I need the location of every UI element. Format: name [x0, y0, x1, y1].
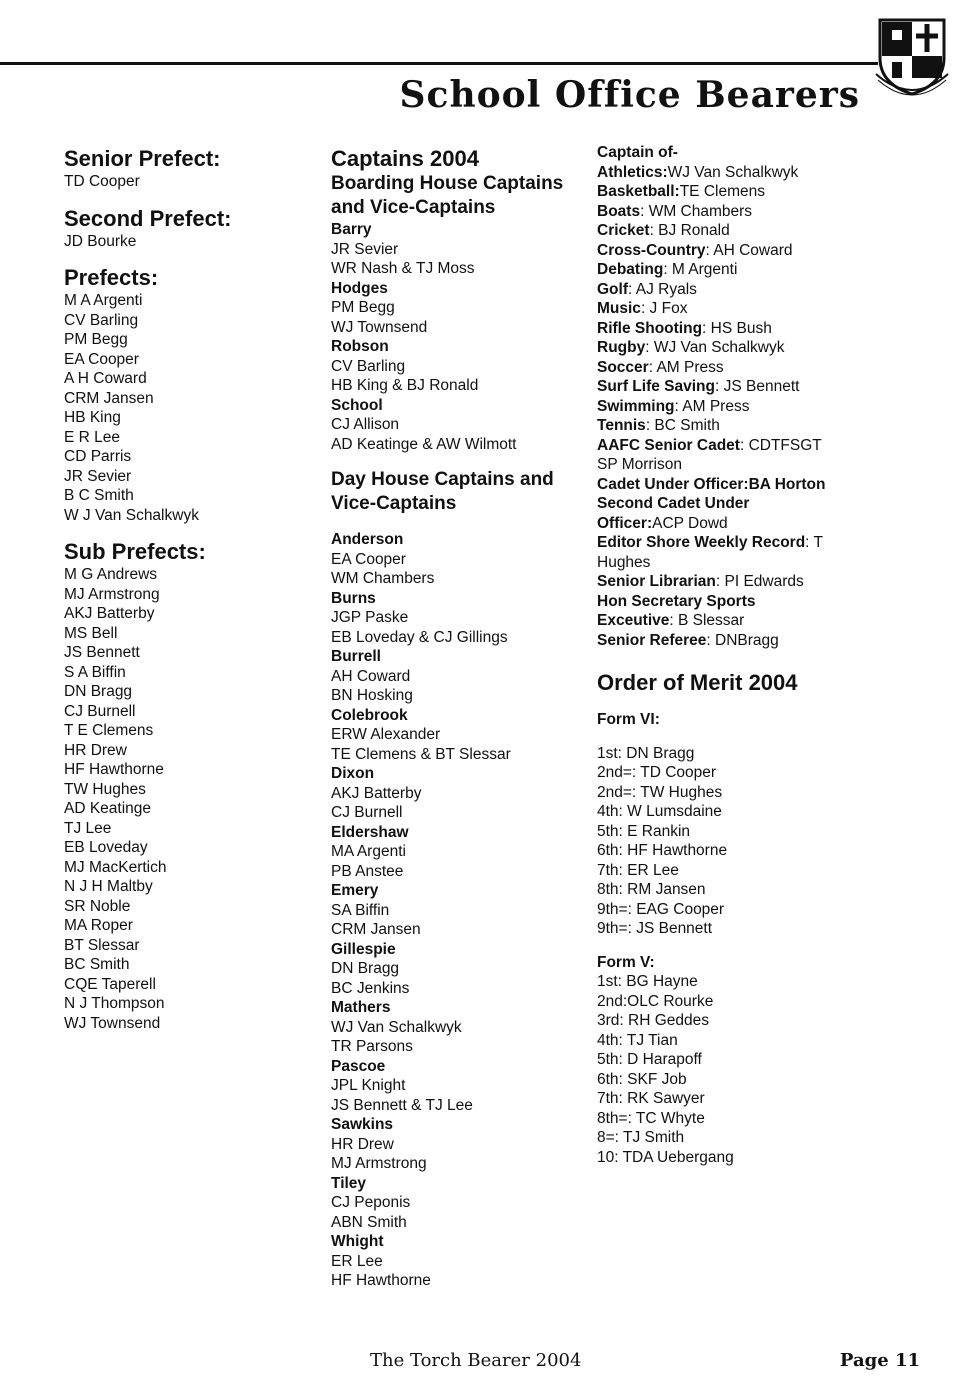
captain-of-line [597, 163, 877, 183]
captain-name: CV Barling [331, 357, 406, 375]
role-label: Rifle Shooting [597, 319, 703, 337]
captain-name: TE Clemens & BT Slessar [331, 745, 511, 763]
role-label: Swimming [597, 397, 675, 415]
role-label: Soccer [597, 358, 649, 376]
list-item: TJ Lee [64, 819, 112, 837]
list-item: A H Coward [64, 370, 147, 387]
prefects-column [64, 140, 294, 1033]
spacer [597, 730, 877, 744]
list-item: BT Slessar [64, 936, 140, 954]
sub-prefects-heading: Sub Prefects: [64, 539, 206, 564]
boarding-houses-list [331, 220, 591, 454]
captain-name: HR Drew [331, 1135, 394, 1153]
role-holder: SP Morrison [597, 456, 682, 473]
list-item: JD Bourke [64, 232, 137, 250]
prefects-heading: Prefects: [64, 265, 159, 290]
captain-of-line [597, 299, 877, 319]
role-label: Tennis [597, 417, 646, 434]
school-crest-icon [872, 14, 952, 98]
spacer [331, 516, 591, 530]
header-rule [0, 62, 878, 65]
house-captains-column [331, 140, 591, 1291]
role-label: Debating [597, 261, 664, 278]
second-prefect-list [64, 232, 294, 252]
captain-name: AD Keatinge & AW Wilmott [331, 435, 517, 453]
house-name: Eldershaw [331, 823, 409, 841]
second-prefect-heading: Second Prefect: [64, 205, 232, 231]
list-item: 5th: D Harapoff [597, 1051, 702, 1068]
order-of-merit-heading: Order of Merit 2004 [597, 670, 798, 695]
role-holder: : DNBragg [706, 631, 779, 649]
role-holder: : T [805, 534, 823, 551]
role-label: Hon Secretary Sports [597, 592, 756, 610]
list-item: 8th=: TC Whyte [597, 1109, 705, 1127]
captain-name: PB Anstee [331, 862, 404, 880]
list-item: 4th: TJ Tian [597, 1031, 678, 1049]
captain-of-line [597, 280, 877, 300]
captain-name: WM Chambers [331, 570, 435, 587]
role-holder: : JS Bennett [715, 378, 800, 395]
list-item: WJ Townsend [64, 1014, 161, 1032]
form-vi-heading: Form VI: [597, 711, 660, 728]
role-holder: : AM Press [648, 358, 724, 376]
captain-of-line [597, 475, 877, 495]
role-holder: : BJ Ronald [649, 222, 730, 239]
captain-name: SA Biffin [331, 901, 390, 919]
role-label: Basketball: [597, 183, 680, 200]
captain-name: CJ Burnell [331, 804, 403, 821]
captain-name: EA Cooper [331, 550, 406, 568]
list-item: AKJ Batterby [64, 605, 155, 622]
role-label: Cadet Under Officer:BA Horton [597, 475, 826, 493]
captain-of-line [597, 533, 877, 553]
list-item: N J H Maltby [64, 878, 153, 895]
role-label: Exceutive [597, 612, 670, 629]
captain-of-heading: Captain of- [597, 144, 678, 161]
captain-name: CJ Peponis [331, 1194, 411, 1211]
captain-of-line [597, 436, 877, 456]
role-label: Senior Referee [597, 631, 707, 649]
role-holder: : AJ Ryals [628, 280, 697, 298]
form-v-heading: Form V: [597, 953, 655, 971]
list-item: CQE Taperell [64, 975, 156, 993]
house-name: Colebrook [331, 706, 408, 724]
list-item: 4th: W Lumsdaine [597, 803, 722, 820]
role-holder: : HS Bush [702, 319, 772, 337]
list-item: 8=: TJ Smith [597, 1129, 685, 1146]
page-number: Page 11 [839, 1350, 920, 1371]
list-item: MJ Armstrong [64, 585, 160, 603]
captain-of-line [597, 377, 877, 397]
list-item: MA Roper [64, 917, 133, 934]
role-holder: : J Fox [640, 300, 688, 317]
list-item: 5th: E Rankin [597, 822, 691, 840]
list-item: 7th: ER Lee [597, 861, 679, 879]
list-item: 6th: SKF Job [597, 1070, 687, 1088]
role-label: Athletics: [597, 163, 668, 181]
role-label: Cricket [597, 222, 650, 239]
captain-of-line [597, 572, 877, 592]
list-item: HF Hawthorne [64, 761, 164, 778]
role-holder: TE Clemens [679, 183, 765, 200]
captain-of-line [597, 358, 877, 378]
list-item: PM Begg [64, 331, 128, 348]
list-item: BC Smith [64, 956, 130, 973]
captain-of-line [597, 455, 877, 475]
captain-name: JPL Knight [331, 1077, 406, 1094]
captain-name: WJ Van Schalkwyk [331, 1018, 462, 1036]
list-item: MJ MacKertich [64, 858, 167, 876]
captain-name: CJ Allison [331, 416, 400, 433]
day-houses-list [331, 530, 591, 1291]
list-item: 6th: HF Hawthorne [597, 842, 728, 859]
role-holder: : AH Coward [705, 241, 793, 259]
role-holder: : BC Smith [645, 417, 720, 434]
list-item: CV Barling [64, 311, 139, 329]
list-item: 7th: RK Sawyer [597, 1090, 705, 1107]
day-captains-heading: Day House Captains and Vice-Captains [331, 469, 554, 514]
house-name: Emery [331, 882, 379, 899]
captain-of-line [597, 319, 877, 339]
house-name: Whight [331, 1233, 384, 1250]
captain-name: MA Argenti [331, 843, 406, 860]
role-holder: : WM Chambers [640, 202, 753, 220]
list-item: CRM Jansen [64, 389, 154, 407]
captains-heading: Captains 2004 [331, 146, 479, 171]
captain-name: MJ Armstrong [331, 1155, 427, 1172]
list-item: 1st: DN Bragg [597, 744, 695, 762]
role-holder: : AM Press [674, 397, 750, 415]
captain-of-line [597, 592, 877, 612]
list-item: EB Loveday [64, 839, 148, 856]
role-label: Surf Life Saving [597, 378, 715, 395]
list-item: CD Parris [64, 448, 132, 465]
list-item: 1st: BG Hayne [597, 973, 698, 990]
captain-of-line [597, 182, 877, 202]
captain-name: AKJ Batterby [331, 784, 422, 802]
captain-of-line [597, 494, 877, 514]
list-item: JR Sevier [64, 467, 132, 485]
house-name: Pascoe [331, 1057, 386, 1075]
captain-name: BC Jenkins [331, 979, 410, 997]
list-item: DN Bragg [64, 683, 133, 700]
captain-of-line [597, 221, 877, 241]
list-item: 2nd=: TW Hughes [597, 783, 723, 801]
house-name: Sawkins [331, 1116, 394, 1133]
list-item: T E Clemens [64, 722, 154, 739]
role-label: Officer: [597, 514, 653, 532]
role-holder: : PI Edwards [715, 573, 804, 590]
captain-name: DN Bragg [331, 960, 400, 977]
list-item: JS Bennett [64, 644, 140, 661]
house-name: Burns [331, 589, 376, 607]
role-label: Rugby [597, 339, 646, 356]
role-label: Editor Shore Weekly Record [597, 534, 806, 551]
role-label: Golf [597, 280, 628, 298]
list-item: CJ Burnell [64, 702, 136, 720]
captain-of-line [597, 611, 877, 631]
captain-name: CRM Jansen [331, 921, 421, 938]
list-item: W J Van Schalkwyk [64, 506, 199, 524]
sub-prefects-list [64, 565, 294, 1033]
captains-of-list [597, 163, 877, 651]
role-holder: : B Slessar [669, 612, 745, 629]
role-holder: : CDTFSGT [739, 436, 822, 454]
list-item: 2nd:OLC Rourke [597, 992, 714, 1010]
house-name: Anderson [331, 531, 404, 548]
list-item: HB King [64, 409, 121, 426]
list-item: M A Argenti [64, 292, 143, 309]
captain-name: EB Loveday & CJ Gillings [331, 628, 508, 646]
captain-name: ABN Smith [331, 1213, 407, 1231]
captain-name: JR Sevier [331, 240, 399, 258]
list-item: TW Hughes [64, 780, 146, 798]
boarding-captains-heading: Boarding House Captains and Vice-Captains [331, 173, 564, 218]
role-label: Boats [597, 202, 641, 220]
list-item: M G Andrews [64, 566, 158, 583]
list-item: EA Cooper [64, 350, 139, 368]
list-item: MS Bell [64, 624, 118, 642]
list-item: 2nd=: TD Cooper [597, 764, 717, 781]
house-name: Hodges [331, 279, 388, 297]
captain-name: TR Parsons [331, 1038, 413, 1055]
house-name: Robson [331, 338, 389, 355]
captain-name: JGP Paske [331, 609, 409, 626]
form-vi-list [597, 744, 877, 939]
captain-name: AH Coward [331, 667, 411, 685]
role-label: Senior Librarian [597, 573, 716, 590]
captains-of-sport-column [597, 143, 877, 1167]
captain-name: ER Lee [331, 1252, 383, 1270]
list-item: S A Biffin [64, 663, 126, 681]
list-item: E R Lee [64, 428, 121, 446]
house-name: Dixon [331, 765, 375, 782]
page-title: School Office Bearers [399, 74, 860, 116]
role-label: AAFC Senior Cadet [597, 436, 740, 454]
role-holder: Hughes [597, 553, 651, 571]
role-holder: ACP Dowd [652, 514, 728, 532]
house-name: School [331, 396, 383, 414]
list-item: 3rd: RH Geddes [597, 1012, 709, 1029]
captain-of-line [597, 416, 877, 436]
captain-of-line [597, 260, 877, 280]
list-item: 9th=: EAG Cooper [597, 900, 725, 918]
prefects-list [64, 291, 294, 525]
senior-prefect-list [64, 172, 294, 192]
role-holder: : M Argenti [663, 261, 738, 278]
captain-of-line [597, 631, 877, 651]
role-holder: WJ Van Schalkwyk [667, 163, 799, 181]
house-name: Tiley [331, 1174, 367, 1192]
captain-name: BN Hosking [331, 687, 413, 704]
role-label: Music [597, 300, 641, 317]
captain-name: ERW Alexander [331, 726, 441, 743]
captain-name: PM Begg [331, 299, 395, 316]
list-item: SR Noble [64, 897, 131, 915]
publication-footer: The Torch Bearer 2004 [370, 1350, 582, 1371]
house-name: Mathers [331, 999, 391, 1016]
captain-name: JS Bennett & TJ Lee [331, 1096, 473, 1114]
role-holder: : WJ Van Schalkwyk [645, 339, 785, 356]
captain-name: WJ Townsend [331, 318, 428, 336]
captain-name: HF Hawthorne [331, 1272, 431, 1289]
captain-of-line [597, 338, 877, 358]
list-item: N J Thompson [64, 995, 165, 1012]
role-label: Cross-Country [597, 241, 706, 259]
role-label: Second Cadet Under [597, 495, 750, 512]
captain-of-line [597, 202, 877, 222]
house-name: Burrell [331, 648, 381, 665]
captain-name: HB King & BJ Ronald [331, 377, 479, 394]
list-item: 9th=: JS Bennett [597, 920, 713, 937]
list-item: 8th: RM Jansen [597, 881, 706, 898]
senior-prefect-heading: Senior Prefect: [64, 146, 221, 171]
list-item: HR Drew [64, 741, 127, 759]
list-item: AD Keatinge [64, 800, 152, 817]
captain-of-line [597, 514, 877, 534]
list-item: TD Cooper [64, 173, 140, 190]
captain-of-line [597, 241, 877, 261]
form-v-list [597, 972, 877, 1167]
list-item: 10: TDA Uebergang [597, 1148, 734, 1166]
captain-of-line [597, 553, 877, 573]
captain-name: WR Nash & TJ Moss [331, 260, 475, 277]
captain-of-line [597, 397, 877, 417]
house-name: Barry [331, 221, 372, 238]
list-item: B C Smith [64, 487, 134, 504]
house-name: Gillespie [331, 940, 396, 958]
